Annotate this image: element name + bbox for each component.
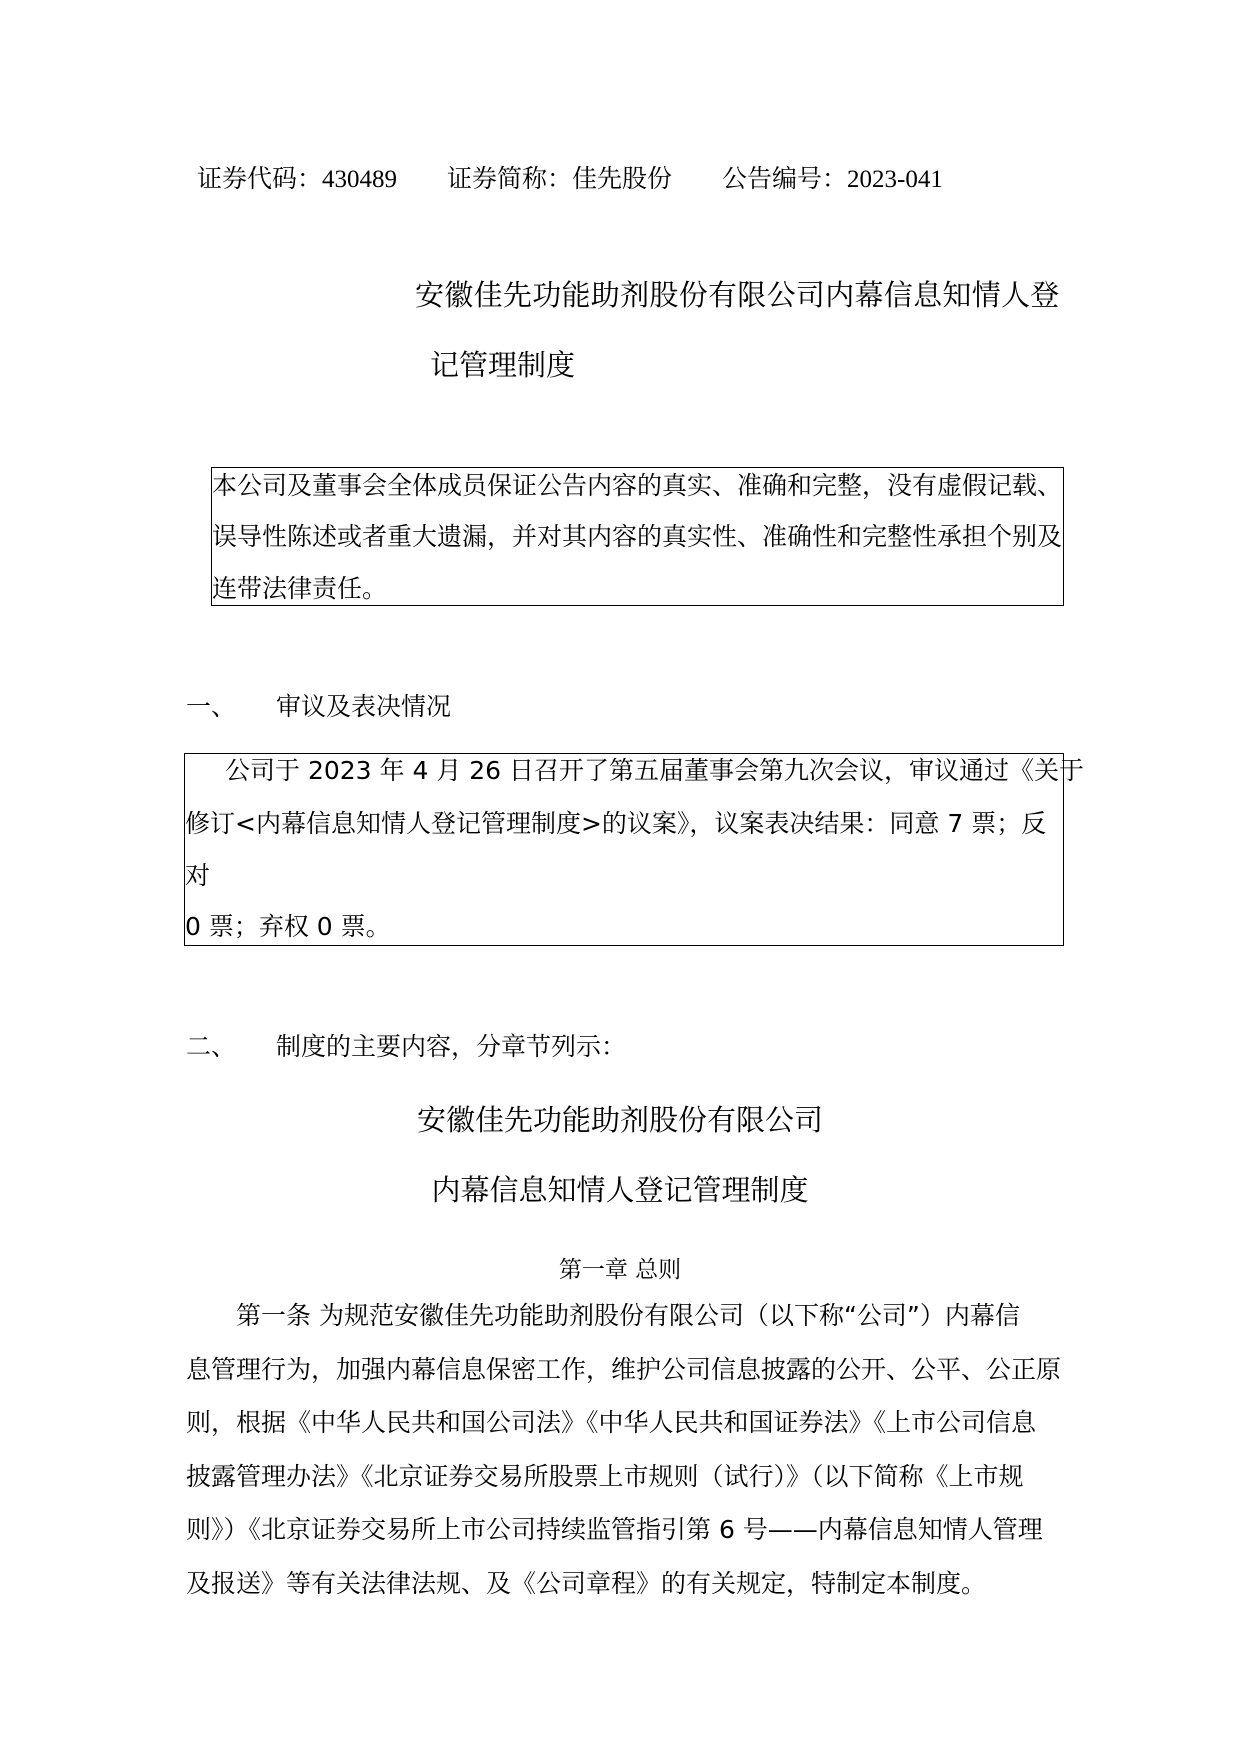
page-title-line1: 安徽佳先功能助剂股份有限公司内幕信息知情人登 (415, 278, 1060, 312)
article-line: 息管理行为，加强内幕信息保密工作，维护公司信息披露的公开、公平、公正原 (186, 1355, 1062, 1384)
section1-heading: 审议及表决情况 (276, 692, 452, 721)
resolution-line: 修订<内幕信息知情人登记管理制度>的议案》，议案表决结果：同意 7 票；反 (185, 809, 1047, 838)
article-line: 则，根据《中华人民共和国公司法》《中华人民共和国证券法》《上市公司信息 (186, 1408, 1037, 1437)
disclaimer-line: 本公司及董事会全体成员保证公告内容的真实、准确和完整，没有虚假记载、 (212, 471, 1063, 500)
disclaimer-line: 误导性陈述或者重大遗漏，并对其内容的真实性、准确性和完整性承担个别及 (212, 522, 1063, 551)
regulation-title-company: 安徽佳先功能助剂股份有限公司 (416, 1103, 823, 1137)
disclaimer-line: 连带法律责任。 (212, 574, 388, 603)
security-short-name: 证券简称：佳先股份 (447, 164, 673, 193)
article-line: 第一条 为规范安徽佳先功能助剂股份有限公司（以下称“公司”）内幕信 (236, 1301, 1020, 1330)
article-line: 则》）《北京证券交易所上市公司持续监管指引第 6 号——内幕信息知情人管理 (186, 1515, 1043, 1544)
section1-number: 一、 (186, 692, 237, 721)
security-code-value: 430489 (322, 166, 398, 193)
article-line: 披露管理办法》《北京证券交易所股票上市规则（试行）》（以下简称《上市规 (186, 1462, 1024, 1491)
notice-number (722, 164, 943, 194)
notice-number-label: 公告编号： (722, 164, 848, 193)
resolution-line: 公司于 2023 年 4 月 26 日召开了第五届董事会第九次会议，审议通过《关于 (225, 756, 1085, 785)
resolution-line: 对 (185, 861, 211, 890)
security-code (197, 164, 397, 194)
section2-number: 二、 (186, 1032, 237, 1061)
disclaimer-box (211, 467, 1064, 606)
page-title-line2: 记管理制度 (430, 348, 576, 382)
security-code-label: 证券代码： (197, 164, 323, 193)
chapter-heading: 第一章 总则 (558, 1257, 682, 1283)
resolution-line: 0 票；弃权 0 票。 (185, 912, 391, 941)
resolution-box (184, 753, 1085, 946)
regulation-title-name: 内幕信息知情人登记管理制度 (431, 1173, 809, 1207)
section2-heading: 制度的主要内容，分章节列示： (276, 1032, 627, 1061)
notice-number-value: 2023-041 (847, 166, 943, 193)
article-line: 及报送》等有关法律法规、及《公司章程》的有关规定，特制定本制度。 (186, 1569, 987, 1598)
